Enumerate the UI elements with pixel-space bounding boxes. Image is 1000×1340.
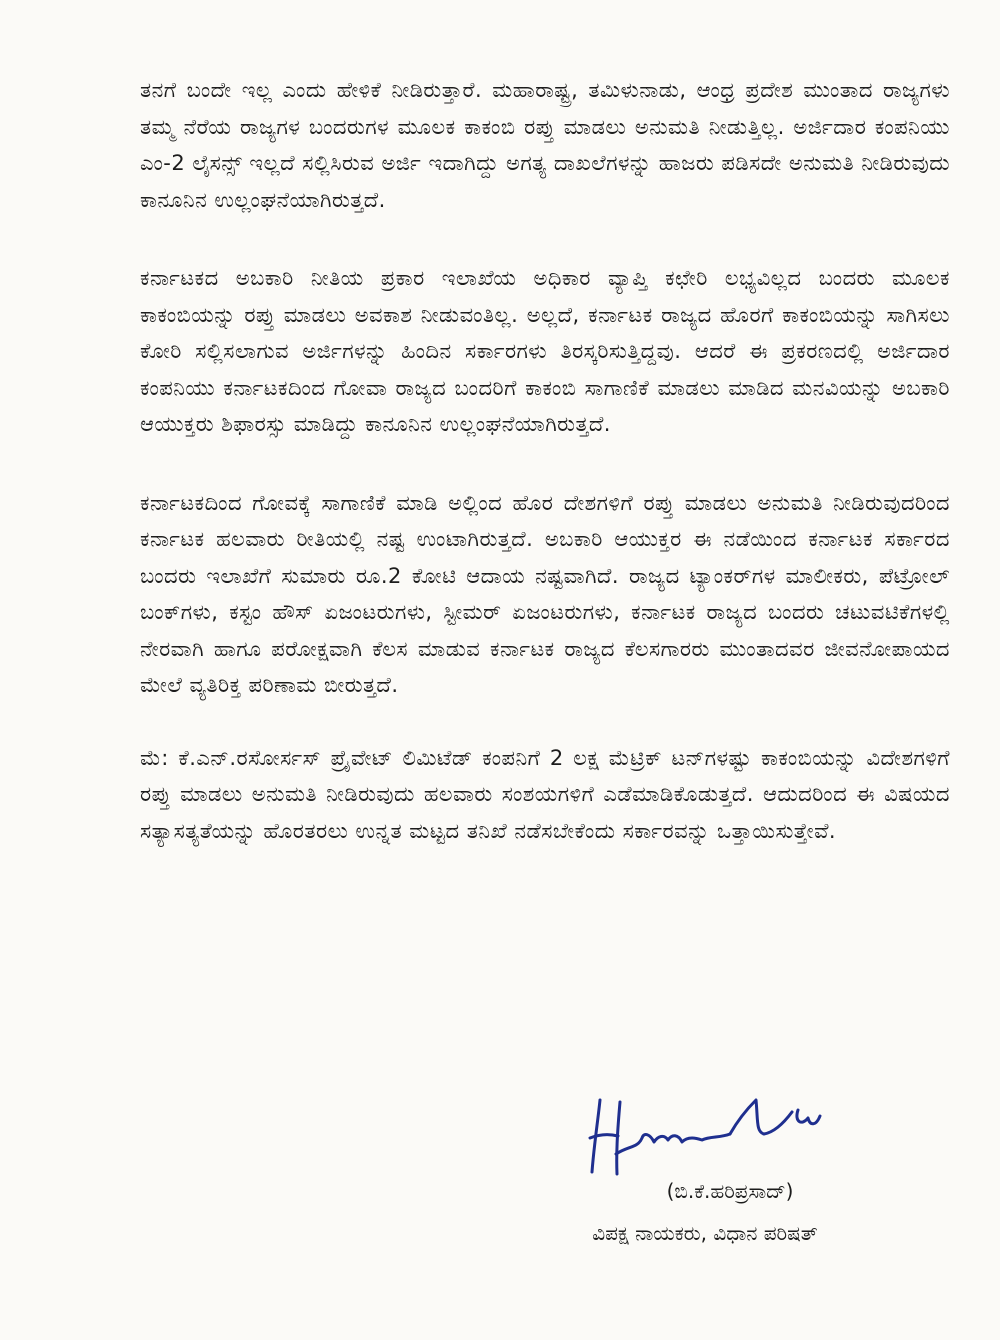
signatory-name: (ಬಿ.ಕೆ.ಹರಿಪ್ರಸಾದ್) bbox=[666, 1179, 794, 1203]
paragraph-3: ಕರ್ನಾಟಕದಿಂದ ಗೋವಕ್ಕೆ ಸಾಗಾಣಿಕೆ ಮಾಡಿ ಅಲ್ಲಿಂದ ಹೊರ ದೇಶಗಳಿಗೆ ರಪ್ತು ಮಾಡಲು ಅನುಮತಿ ನೀಡಿರುವುದರಿಂದ ಕರ್ನಾಟಕ ಹಲವಾರು ರೀತಿಯಲ್ಲಿ ನಷ್ಟ ಉಂಟಾಗಿರುತ್ತದೆ. ಅಬಕಾರಿ ಆಯುಕ್ತರ ಈ ನಡೆಯಿಂದ ಕರ್ನಾಟಕ ಸರ್ಕಾರದ ಬಂದರು ಇಲಾಖೆಗೆ ಸುಮಾರು ರೂ.2 ಕೋಟಿ ಆದಾಯ ನಷ್ಟವಾಗಿದೆ. ರಾಜ್ಯದ ಟ್ಯಾಂಕರ್‌ಗಳ ಮಾಲೀಕರು, ಪೆಟ್ರೋಲ್ ಬಂಕ್‌ಗಳು, ಕಸ್ಟಂ ಹೌಸ್ ಏಜಂಟರುಗಳು, ಸ್ಟೀಮರ್ ಏಜಂಟರುಗಳು, ಕರ್ನಾಟಕ ರಾಜ್ಯದ ಬಂದರು ಚಟುವಟಿಕೆಗಳಲ್ಲಿ ನೇರವಾಗಿ ಹಾಗೂ ಪರೋಕ್ಷವಾಗಿ ಕೆಲಸ ಮಾಡುವ ಕರ್ನಾಟಕ ರಾಜ್ಯದ ಕೆಲಸಗಾರರು ಮುಂತಾದವರ ಜೀವನೋಪಾಯದ ಮೇಲೆ ವ್ಯತಿರಿಕ್ತ ಪರಿಣಾಮ ಬೀರುತ್ತದೆ. bbox=[140, 490, 950, 697]
paragraph-1: ತನಗೆ ಬಂದೇ ಇಲ್ಲ ಎಂದು ಹೇಳಿಕೆ ನೀಡಿರುತ್ತಾರೆ. ಮಹಾರಾಷ್ಟ್ರ, ತಮಿಳುನಾಡು, ಆಂಧ್ರ ಪ್ರದೇಶ ಮುಂತಾದ ರಾಜ್ಯಗಳು ತಮ್ಮ ನೆರೆಯ ರಾಜ್ಯಗಳ ಬಂದರುಗಳ ಮೂಲಕ ಕಾಕಂಬಿ ರಪ್ತು ಮಾಡಲು ಅನುಮತಿ ನೀಡುತ್ತಿಲ್ಲ. ಅರ್ಜಿದಾರ ಕಂಪನಿಯು ಎಂ-2 ಲೈಸನ್ಸ್ ಇಲ್ಲದೆ ಸಲ್ಲಿಸಿರುವ ಅರ್ಜಿ ಇದಾಗಿದ್ದು ಅಗತ್ಯ ದಾಖಲೆಗಳನ್ನು ಹಾಜರು ಪಡಿಸದೇ ಅನುಮತಿ ನೀಡಿರುವುದು ಕಾನೂನಿನ ಉಲ್ಲಂಘನೆಯಾಗಿರುತ್ತದೆ. bbox=[140, 78, 950, 212]
paragraph-2: ಕರ್ನಾಟಕದ ಅಬಕಾರಿ ನೀತಿಯ ಪ್ರಕಾರ ಇಲಾಖೆಯ ಅಧಿಕಾರ ವ್ಯಾಪ್ತಿ ಕಛೇರಿ ಲಭ್ಯವಿಲ್ಲದ ಬಂದರು ಮೂಲಕ ಕಾಕಂಬಿಯನ್ನು ರಪ್ತು ಮಾಡಲು ಅವಕಾಶ ನೀಡುವಂತಿಲ್ಲ. ಅಲ್ಲದೆ, ಕರ್ನಾಟಕ ರಾಜ್ಯದ ಹೊರಗೆ ಕಾಕಂಬಿಯನ್ನು ಸಾಗಿಸಲು ಕೋರಿ ಸಲ್ಲಿಸಲಾಗುವ ಅರ್ಜಿಗಳನ್ನು ಹಿಂದಿನ ಸರ್ಕಾರಗಳು ತಿರಸ್ಕರಿಸುತ್ತಿದ್ದವು. ಆದರೆ ಈ ಪ್ರಕರಣದಲ್ಲಿ ಅರ್ಜಿದಾರ ಕಂಪನಿಯು ಕರ್ನಾಟಕದಿಂದ ಗೋವಾ ರಾಜ್ಯದ ಬಂದರಿಗೆ ಕಾಕಂಬಿ ಸಾಗಾಣಿಕೆ ಮಾಡಲು ಮಾಡಿದ ಮನವಿಯನ್ನು ಅಬಕಾರಿ ಆಯುಕ್ತರು ಶಿಫಾರಸ್ಸು ಮಾಡಿದ್ದು ಕಾನೂನಿನ ಉಲ್ಲಂಘನೆಯಾಗಿರುತ್ತದೆ. bbox=[140, 266, 950, 436]
handwritten-signature bbox=[580, 1090, 850, 1180]
paragraph-4: ಮೆ: ಕೆ.ಎನ್.ರಸೋರ್ಸಸ್ ಪ್ರೈವೇಟ್ ಲಿಮಿಟೆಡ್ ಕಂಪನಿಗೆ 2 ಲಕ್ಷ ಮೆಟ್ರಿಕ್ ಟನ್‌ಗಳಷ್ಟು ಕಾಕಂಬಿಯನ್ನು ವಿದೇಶಗಳಿಗೆ ರಪ್ತು ಮಾಡಲು ಅನುಮತಿ ನೀಡಿರುವುದು ಹಲವಾರು ಸಂಶಯಗಳಿಗೆ ಎಡೆಮಾಡಿಕೊಡುತ್ತದೆ. ಆದುದರಿಂದ ಈ ವಿಷಯದ ಸತ್ಯಾಸತ್ಯತೆಯನ್ನು ಹೊರತರಲು ಉನ್ನತ ಮಟ್ಟದ ತನಿಖೆ ನಡೆಸಬೇಕೆಂದು ಸರ್ಕಾರವನ್ನು ಒತ್ತಾಯಿಸುತ್ತೇವೆ. bbox=[140, 745, 950, 843]
signature-block bbox=[540, 1090, 940, 1248]
signatory-title: ವಿಪಕ್ಷ ನಾಯಕರು, ವಿಧಾನ ಪರಿಷತ್ bbox=[592, 1221, 818, 1245]
